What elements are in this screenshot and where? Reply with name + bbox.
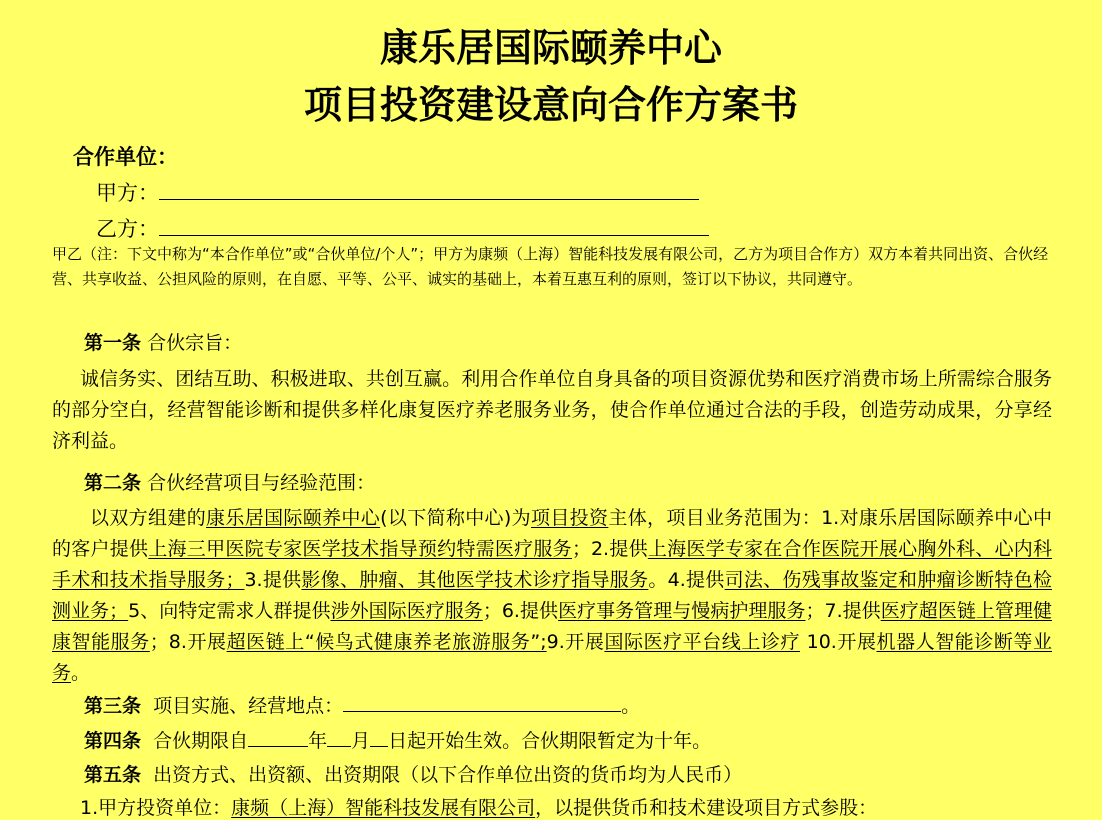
underlined-service-item: 影像、肿瘤、其他医学技术诊疗指导服务 [301,569,649,591]
article2-text-segment: 。4.提供 [648,569,725,591]
article2-text-segment: 3.提供 [244,569,302,591]
day-blank [370,728,388,747]
underlined-service-item: 上海三甲医院专家医学技术指导预约特需医疗服务 [148,538,572,560]
underlined-service-item: 康乐居国际颐养中心 [206,507,381,529]
article2-text-segment: 9.开展 [546,631,605,653]
article2-text-segment: (以下简称中心)为 [380,507,531,529]
month-blank [327,728,351,747]
article2-title: 合伙经营项目与经验范围： [147,472,376,494]
document-title-line1: 康乐居国际颐养中心 [379,26,722,70]
article2-text-segment: 10.开展 [800,631,877,653]
article2-text-segment: ；7.提供 [805,600,881,622]
underlined-service-item: 医疗超医链上管理健康智能服务 [52,600,1052,653]
article3-end: 。 [621,695,641,717]
article2-text-segment: ；8.开展 [149,631,227,653]
article1-title: 合伙宗旨： [147,332,243,354]
location-blank [343,693,621,712]
article2-text-segment: 。 [71,662,91,684]
article3-row [84,691,640,718]
article4-text1: 合伙期限自 [153,730,249,752]
underlined-service-item: 上海医学专家在合作医院开展心胸外科、心内科手术和技术指导服务； [52,538,1052,591]
underlined-service-item: 项目投资 [531,507,609,529]
party-b-label: 乙方： [96,217,159,241]
article2-text-segment: ；2.提供 [571,538,648,560]
year-blank [248,728,308,747]
article1-body: 诚信务实、团结互助、积极进取、共创互赢。利用合作单位自身具备的项目资源优势和医疗消费市场上所需综合服务的部分空白，经营智能诊断和提供多样化康复医疗养老服务业务，使合作单位通过合法的手段，创造劳动成果，分享经济利益。 [52,368,1052,452]
item1-prefix: 1.甲方投资单位： [80,797,232,819]
party-b-blank [159,217,709,236]
underlined-service-item: 医疗事务管理与慢病护理服务 [558,600,806,622]
party-a-row [96,177,699,207]
article1-label: 第一条 [84,332,142,354]
article1-heading [84,328,242,355]
party-a-label: 甲方： [96,181,159,205]
article3-text: 项目实施、经营地点： [153,695,344,717]
item1-company: 康频（上海）智能科技发展有限公司 [231,797,536,819]
article5-label: 第五条 [84,764,142,786]
intro-paragraph: 甲乙（注：下文中称为“本合作单位”或“合伙单位/个人”；甲方为康频（上海）智能科技发展有限公司，乙方为项目合作方）双方本着共同出资、合伙经营、共享收益、公担风险的原则，在自愿、平等、公平、诚实的基础上，本着互惠互利的原则，签订以下协议，共同遵守。 [52,245,1049,288]
article3-label: 第三条 [84,695,142,717]
article2-body [52,503,1052,689]
document-title-line2: 项目投资建设意向合作方案书 [303,83,798,127]
parties-heading: 合作单位： [73,145,178,169]
article2-label: 第二条 [84,472,142,494]
article2-text-segment: 5、向特定需求人群提供 [128,600,331,622]
party-a-blank [159,181,699,200]
item1-row [80,793,877,820]
item1-suffix: ，以提供货币和技术建设项目方式参股： [535,797,878,819]
article2-text-segment: ；6.提供 [482,600,559,622]
article4-label: 第四条 [84,730,142,752]
article2-heading [84,468,375,495]
article4-row [84,726,711,753]
underlined-service-item: 国际医疗平台线上诊疗 [604,631,801,653]
article2-text-segment: 主体，项目业务范围为：1.对康乐居国际颐养中心中的客户提供 [52,507,1052,560]
underlined-service-item: 超医链上“候鸟式健康养老旅游服务”; [226,631,547,653]
article4-text2: 年 [308,730,328,752]
article4-text3: 月 [351,730,371,752]
underlined-service-item: 涉外国际医疗服务 [330,600,483,622]
underlined-service-item: 司法、伤残事故鉴定和肿瘤诊断特色检测业务； [52,569,1052,622]
party-b-row [96,213,709,243]
article2-text-segment: 以双方组建的 [90,507,207,529]
article4-text4: 日起开始生效。合伙期限暂定为十年。 [388,730,712,752]
article5-row [84,760,742,787]
underlined-service-item: 机器人智能诊断等业务 [52,631,1052,684]
article5-text: 出资方式、出资额、出资期限（以下合作单位出资的货币均为人民币） [153,764,743,786]
